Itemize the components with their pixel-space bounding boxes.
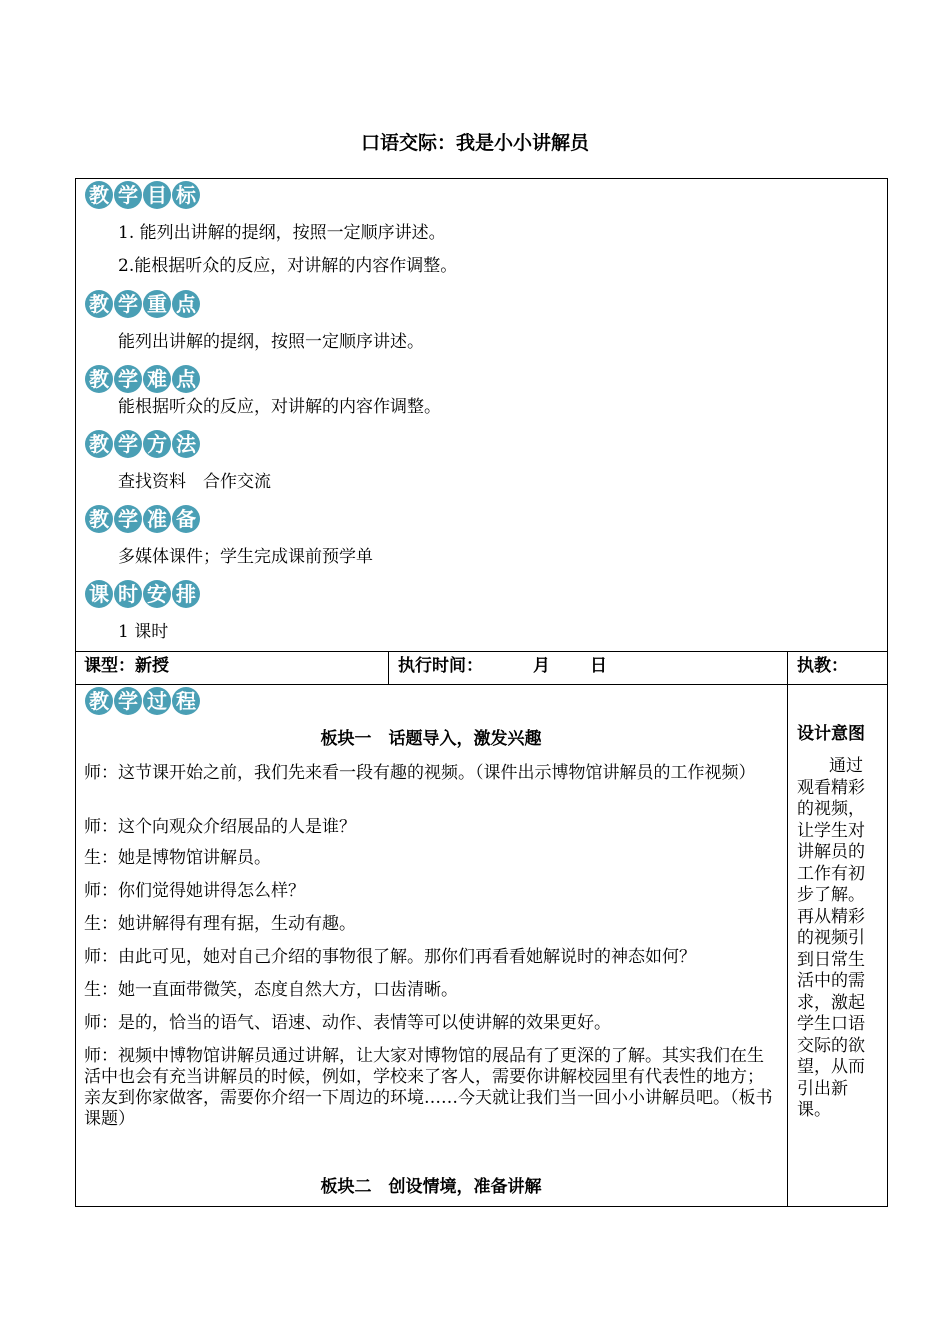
process-badge: 教 学 过 程 bbox=[85, 687, 200, 715]
block1-title: 板块一 话题导入，激发兴趣 bbox=[320, 729, 542, 749]
dialog-line: 生：她讲解得有理有据，生动有趣。 bbox=[84, 914, 356, 934]
dialog-line: 生：她是博物馆讲解员。 bbox=[84, 848, 271, 868]
dialog-line: 师：是的，恰当的语气、语速、动作、表情等可以使讲解的效果更好。 bbox=[84, 1013, 611, 1033]
design-intent-text: 通过观看精彩的视频，让学生对讲解员的工作有初步了解。再从精彩的视频引到日常生活中的需求，激起学生口语交际的欲望，从而引出新课。 bbox=[797, 756, 865, 1120]
key-points-badge: 教 学 重 点 bbox=[85, 290, 200, 318]
teacher-label: 执教： bbox=[797, 656, 848, 676]
col-divider bbox=[388, 651, 389, 685]
dialog-line: 师：这节课开始之前，我们先来看一段有趣的视频。（课件出示博物馆讲解员的工作视频） bbox=[84, 763, 756, 783]
method-text: 查找资料 合作交流 bbox=[118, 472, 271, 492]
dialog-line: 师：这个向观众介绍展品的人是谁？ bbox=[84, 817, 356, 837]
dialog-paragraph: 师：视频中博物馆讲解员通过讲解，让大家对博物馆的展品有了更深的了解。其实我们在生活中也会有充当讲解员的时候，例如，学校来了客人，需要你讲解校园里有代表性的地方；亲友到你家做客，需要你介绍一下周边的环境……今天就让我们当一回小小讲解员吧。（板书课题） bbox=[84, 1046, 773, 1129]
row-divider bbox=[75, 651, 888, 652]
row-divider bbox=[75, 684, 888, 685]
difficulty-text: 能根据听众的反应，对讲解的内容作调整。 bbox=[118, 397, 441, 417]
block2-title: 板块二 创设情境，准备讲解 bbox=[320, 1177, 542, 1197]
day-label: 日 bbox=[590, 656, 607, 676]
exec-time-label: 执行时间： bbox=[398, 656, 483, 676]
col-divider bbox=[787, 651, 788, 1207]
method-badge: 教 学 方 法 bbox=[85, 430, 200, 458]
schedule-badge: 课 时 安 排 bbox=[85, 580, 200, 608]
difficulty-badge: 教 学 难 点 bbox=[85, 365, 200, 393]
lesson-type: 课型：新授 bbox=[84, 656, 169, 676]
schedule-text: 1 课时 bbox=[118, 622, 169, 642]
dialog-line: 师：你们觉得她讲得怎么样？ bbox=[84, 881, 305, 901]
key-points-text: 能列出讲解的提纲，按照一定顺序讲述。 bbox=[118, 332, 424, 352]
design-intent-label: 设计意图 bbox=[797, 724, 865, 744]
dialog-line: 生：她一直面带微笑，态度自然大方，口齿清晰。 bbox=[84, 980, 458, 1000]
goal-item: 1. 能列出讲解的提纲，按照一定顺序讲述。 bbox=[118, 223, 446, 243]
page-title: 口语交际：我是小小讲解员 bbox=[360, 132, 589, 154]
goal-item: 2.能根据听众的反应，对讲解的内容作调整。 bbox=[118, 256, 458, 276]
goals-badge: 教 学 目 标 bbox=[85, 181, 200, 209]
dialog-line: 师：由此可见，她对自己介绍的事物很了解。那你们再看看她解说时的神态如何？ bbox=[84, 947, 696, 967]
prep-text: 多媒体课件；学生完成课前预学单 bbox=[118, 547, 373, 567]
prep-badge: 教 学 准 备 bbox=[85, 505, 200, 533]
month-label: 月 bbox=[533, 656, 550, 676]
